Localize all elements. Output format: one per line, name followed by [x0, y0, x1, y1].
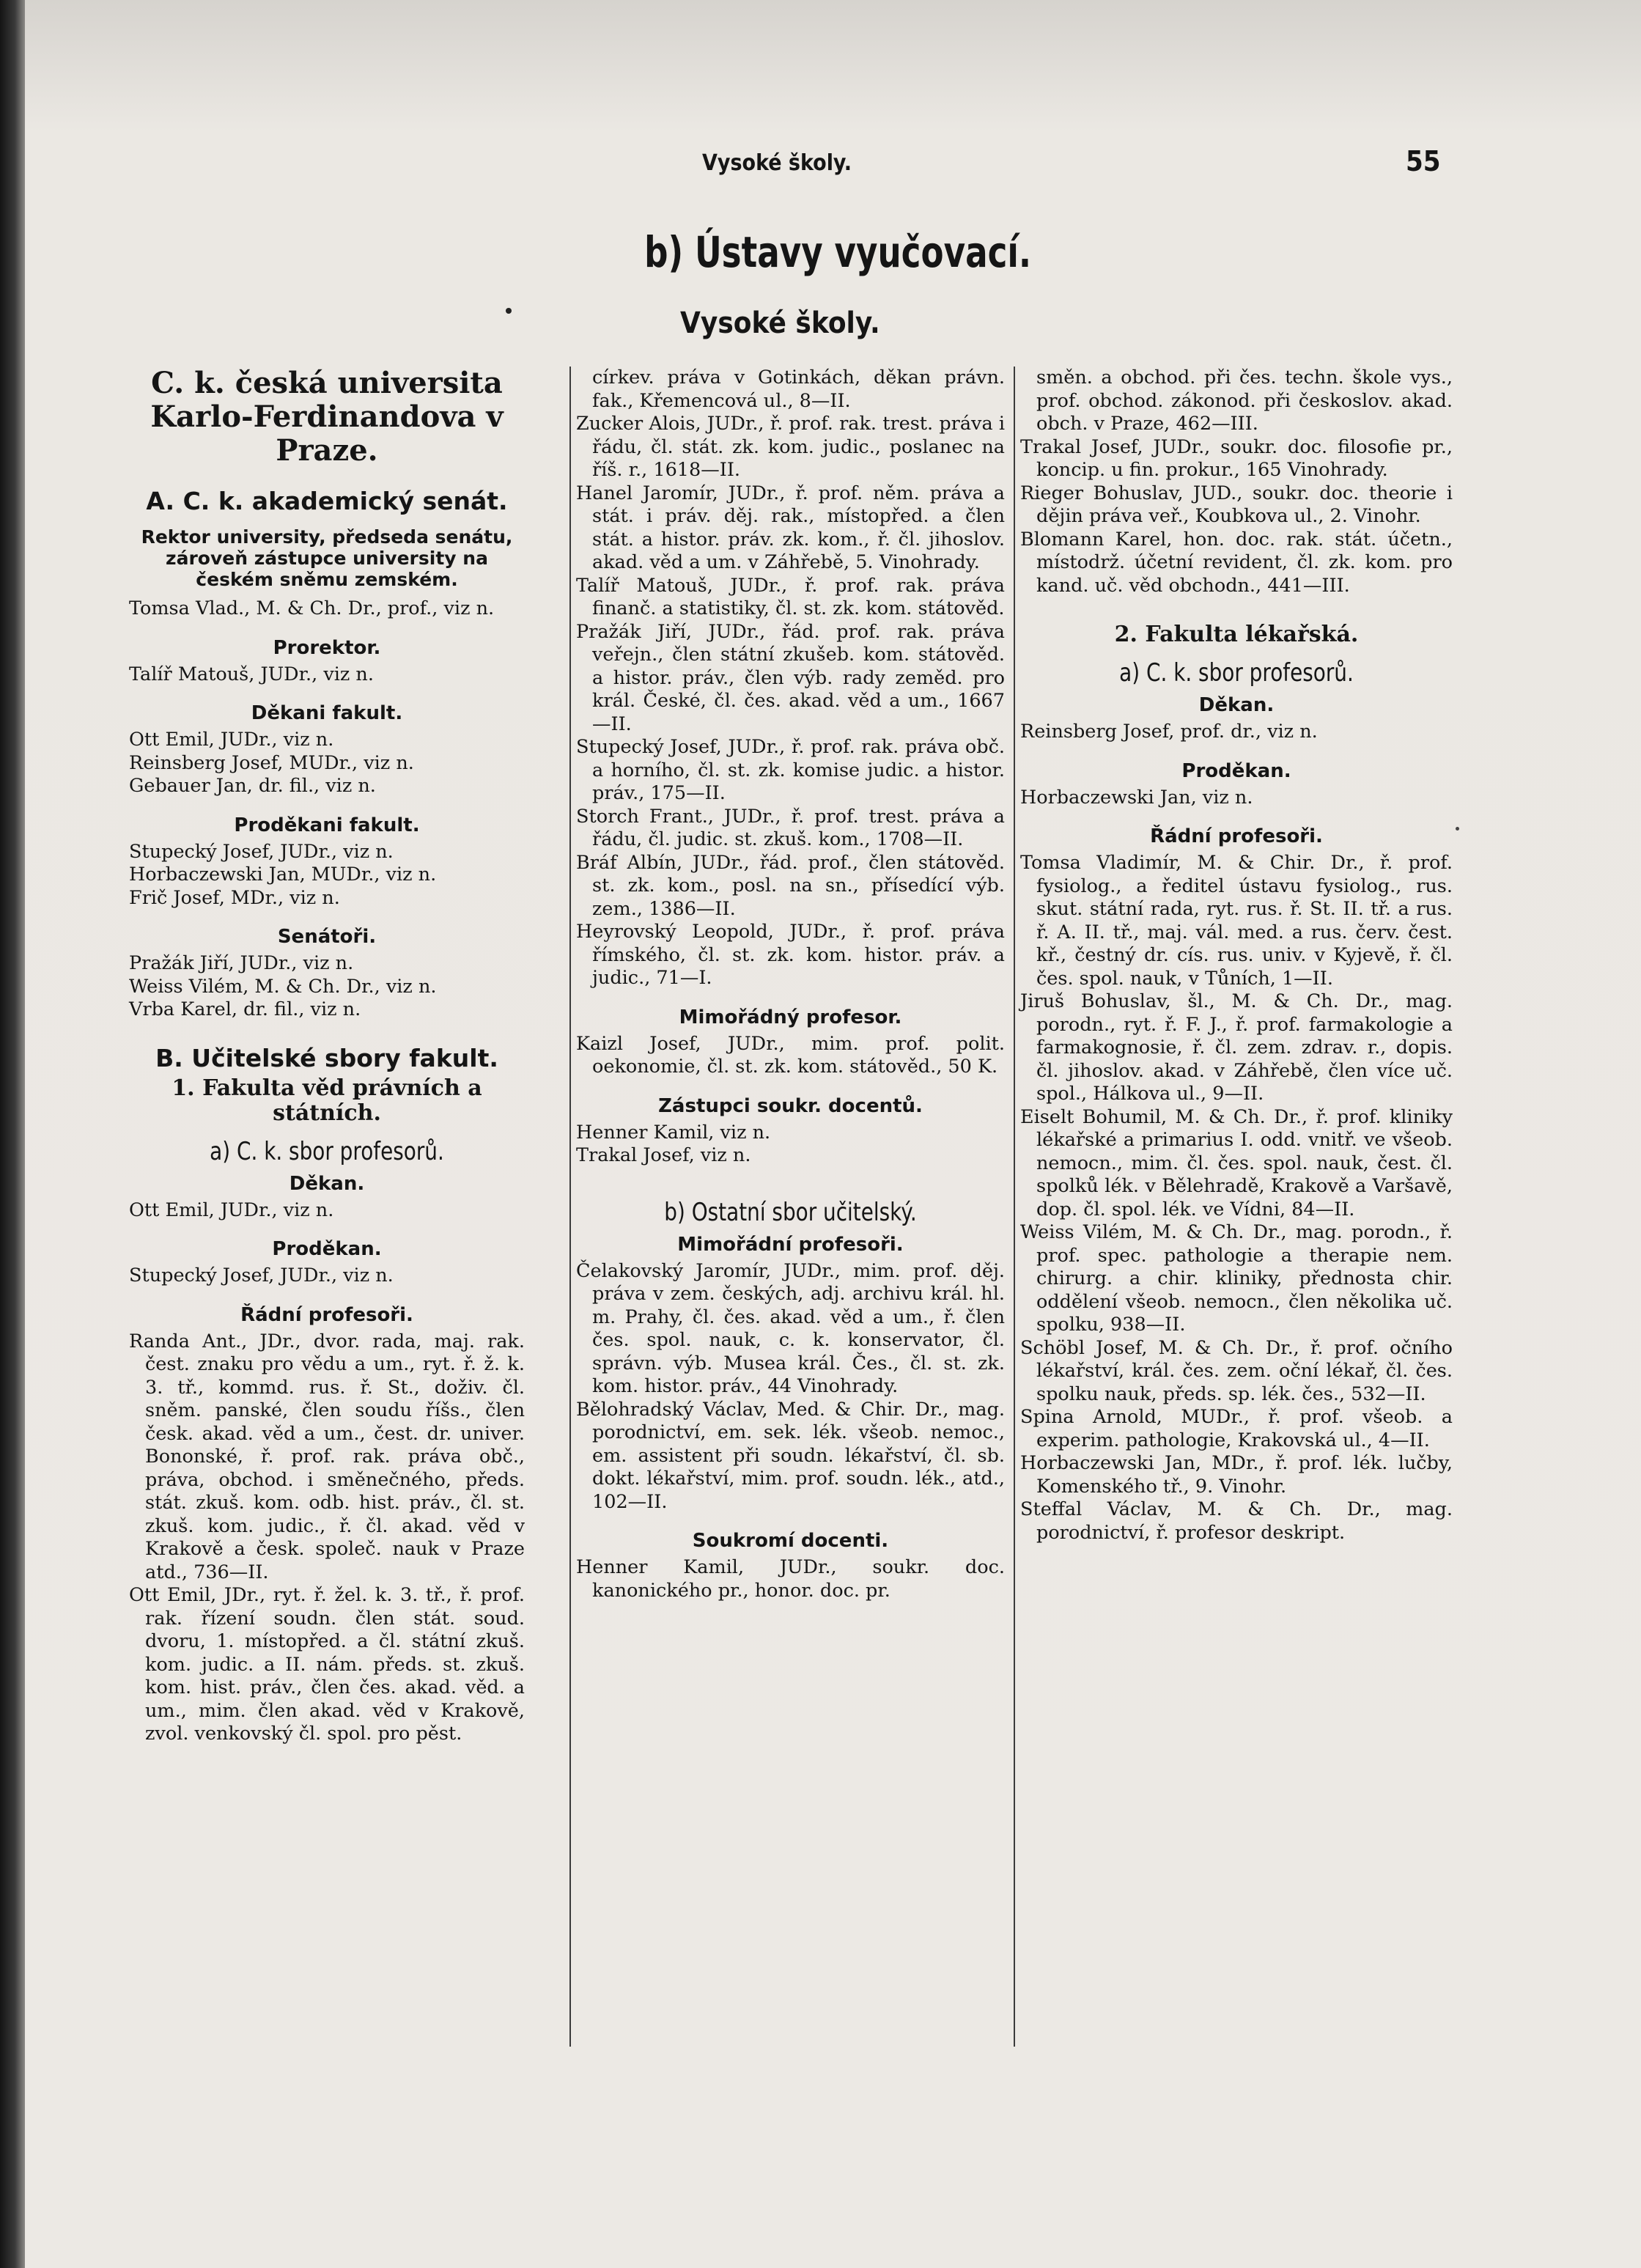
list-item: Čelakovský Jaromír, JUDr., mim. prof. děj. práva v zem. českých, adj. archivu král. hl. m. Prahy, čl. čes. akad. věd a um., ř. člen čes. spol. nauk, c. k. konservator, čl. správn. výb. Musea král. Čes., čl. st. zk. kom. histor. práv., 44 Vinohrady.: [576, 1259, 1005, 1397]
dean-entry: Reinsberg Josef, prof. dr., viz n.: [1020, 721, 1318, 743]
list-item: Rieger Bohuslav, JUD., soukr. doc. theorie i dějin práva veř., Koubkova ul., 2. Vinohr.: [1020, 482, 1453, 527]
list-item: Heyrovský Leopold, JUDr., ř. prof. práva římského, čl. st. zk. kom. histor. práv. a judic., 71—I.: [576, 921, 1005, 989]
list-item: Ott Emil, JDr., ryt. ř. žel. k. 3. tř., ř. prof. rak. řízení soudn. člen stát. soud. dvoru, 1. místopřed. a čl. státní zkuš. kom. judic. a II. nám. předs. st. zkuš. kom. hist. práv., člen čes. akad. věd. a um., mim. člen akad. věd v Krakově, zvol. venkovský čl. spol. pro pěst.: [129, 1584, 525, 1745]
professors-board-heading: a) C. k. sbor profesorů.: [1119, 658, 1354, 688]
faculties-heading: B. Učitelské sbory fakult.: [155, 1043, 498, 1072]
extraordinary-professors-heading: Mimořádní profesoři.: [677, 1233, 904, 1256]
section-title: b) Ústavy vyučovací.: [644, 227, 1032, 277]
column-middle: [576, 367, 1005, 1602]
column-divider-left: [569, 367, 571, 2047]
list-item: Trakal Josef, JUDr., soukr. doc. filosofie pr., koncip. u fin. prokur., 165 Vinohrady.: [1020, 435, 1453, 481]
private-docent-reps-heading: Zástupci soukr. docentů.: [658, 1094, 923, 1117]
list-item: Weiss Vilém, M. & Ch. Dr., mag. porodn., ř. prof. spec. pathologie a therapie nem. chirurg. a chir. kliniky, přednosta chir. oddělení všeob. nemocn., člen několika uč. spolku, 938—II.: [1020, 1221, 1453, 1336]
dean-entry: Ott Emil, JUDr., viz n.: [129, 1199, 334, 1221]
dean-heading: Děkan.: [1198, 694, 1275, 716]
rector-heading: Rektor university, předseda senátu, zároveň zástupce university na českém sněmu zemském.: [141, 526, 513, 590]
list-item: Randa Ant., JDr., dvor. rada, maj. rak. čest. znaku pro vědu a um., ryt. ř. ž. k. 3. tř., kommd. rus. ř. St., doživ. čl. sněm. panské, člen soudu říšs., člen česk. akad. věd a um., čest. dr. univer. Bononské, ř. prof. rak. práva obč., práva, obchod. i směnečného, předs. stát. zkuš. kom. odb. hist. práv., čl. st. zkuš. kom. judic., ř. čl. akad. věd v Krakově a česk. společ. nauk v Praze atd., 736—II.: [129, 1330, 525, 1583]
list-item: Pražák Jiří, JUDr., viz n.: [129, 952, 354, 974]
list-item: Spina Arnold, MUDr., ř. prof. všeob. a experim. pathologie, Krakovská ul., 4—II.: [1020, 1406, 1453, 1451]
senators-heading: Senátoři.: [277, 926, 377, 948]
list-item: Henner Kamil, viz n.: [576, 1121, 771, 1144]
institution-heading: C. k. česká universita Karlo-Ferdinandova v Praze.: [150, 366, 504, 468]
senate-heading: A. C. k. akademický senát.: [146, 487, 508, 515]
professors-board-heading: a) C. k. sbor profesorů.: [210, 1136, 444, 1166]
law-faculty-heading: 1. Fakulta věd právních a státních.: [172, 1075, 482, 1126]
list-item: Pražák Jiří, JUDr., řád. prof. rak. práva veřejn., člen státní zkušeb. kom. státověd. a histor. práv., člen výb. rady zeměd. pro král. České, čl. čes. akad. věd a um., 1667—II.: [576, 620, 1005, 735]
list-item: směn. a obchod. při čes. techn. škole vys., prof. obchod. zákonod. při českoslov. akad. obch. v Praze, 462—III.: [1036, 367, 1453, 435]
list-item: Eiselt Bohumil, M. & Ch. Dr., ř. prof. kliniky lékařské a primarius I. odd. vnitř. ve všeob. nemocn., mim. čl. čes. spol. nauk, čest. čl. spolků lék. v Bělehradě, Krakově a Varšavě, dop. čl. spol. lék. ve Vídni, 84—II.: [1020, 1105, 1453, 1220]
list-item: Stupecký Josef, JUDr., viz n.: [129, 840, 394, 863]
rector-entry: Tomsa Vlad., M. & Ch. Dr., prof., viz n.: [129, 597, 495, 619]
list-item: Horbaczewski Jan, MDr., ř. prof. lék. lučby, Komenského tř., 9. Vinohr.: [1020, 1452, 1453, 1498]
list-item: Bělohradský Václav, Med. & Chir. Dr., mag. porodnictví, em. sek. lék. všeob. nemoc., em. assistent při soudn. lékařství, čl. sb. dokt. lékařství, mim. prof. soudn. lék., atd., 102—II.: [576, 1398, 1005, 1513]
list-item: Weiss Vilém, M. & Ch. Dr., viz n.: [129, 975, 437, 998]
column-right: [1020, 367, 1453, 1544]
list-item: Reinsberg Josef, MUDr., viz n.: [129, 751, 414, 774]
page-number: 55: [1406, 145, 1441, 177]
list-item: Talíř Matouš, JUDr., ř. prof. rak. práva finanč. a statistiky, čl. st. zk. kom. státověd.: [576, 574, 1005, 619]
list-item: Kaizl Josef, JUDr., mim. prof. polit. oekonomie, čl. st. zk. kom. státověd., 50 K.: [576, 1032, 1005, 1078]
ordinary-professors-heading: Řádní profesoři.: [1150, 825, 1323, 847]
prorector-heading: Prorektor.: [273, 636, 381, 659]
list-item: Tomsa Vladimír, M. & Chir. Dr., ř. prof. fysiolog., a ředitel ústavu fysiolog., rus. skut. státní rada, ryt. rus. ř. St. II. tř. a rus. ř. A. II. tř., maj. vál. med. a rus. červ. čest. kř., čestný dr. cís. rus. univ. v Kyjevě, ř. čl. čes. spol. nauk, v Tůních, 1—II.: [1020, 852, 1453, 990]
private-docents-heading: Soukromí docenti.: [692, 1530, 889, 1552]
list-item: církev. práva v Gotinkách, děkan právn. fak., Křemencová ul., 8—II.: [592, 367, 1005, 412]
print-speck: [1456, 827, 1459, 831]
list-item: Henner Kamil, JUDr., soukr. doc. kanonického pr., honor. doc. pr.: [576, 1556, 1005, 1602]
prodean-heading: Proděkan.: [272, 1238, 382, 1260]
book-spine-shadow: [0, 0, 25, 2268]
list-item: Storch Frant., JUDr., ř. prof. trest. práva a řádu, čl. judic. st. zkuš. kom., 1708—II.: [576, 805, 1005, 850]
ordinary-professors-heading: Řádní profesoři.: [240, 1303, 413, 1326]
list-item: Stupecký Josef, JUDr., ř. prof. rak. práva obč. a horního, čl. st. zk. komise judic. a histor. práv., 175—II.: [576, 736, 1005, 804]
dean-heading: Děkan.: [289, 1172, 365, 1195]
list-item: Vrba Karel, dr. fil., viz n.: [129, 998, 361, 1020]
medical-faculty-heading: 2. Fakulta lékařská.: [1114, 622, 1359, 647]
list-item: Schöbl Josef, M. & Ch. Dr., ř. prof. očního lékařství, král. čes. zem. oční lékař, čl. čes. spolku nauk, předs. sp. lék. čes., 532—II.: [1020, 1336, 1453, 1405]
running-header: Vysoké školy.: [702, 150, 852, 176]
section-subtitle: Vysoké školy.: [680, 306, 880, 340]
list-item: Ott Emil, JUDr., viz n.: [129, 729, 334, 751]
list-item: Hanel Jaromír, JUDr., ř. prof. něm. práva a stát. i práv. děj. rak., místopřed. a člen stát. a histor. práv. zk. kom., ř. čl. jihoslov. akad. věd a um. v Záhřebě, 5. Vinohrady.: [576, 482, 1005, 573]
deans-heading: Děkani fakult.: [251, 702, 403, 724]
ornament-dot: [506, 308, 512, 314]
column-divider-right: [1014, 367, 1015, 2047]
list-item: Bráf Albín, JUDr., řád. prof., člen státověd. st. zk. kom., posl. na sn., přísedící výb. zem., 1386—II.: [576, 851, 1005, 920]
extraordinary-professor-heading: Mimořádný profesor.: [679, 1006, 902, 1028]
list-item: Steffal Václav, M. & Ch. Dr., mag. porodnictví, ř. profesor deskript.: [1020, 1498, 1453, 1544]
column-left: [129, 367, 525, 1746]
list-item: Horbaczewski Jan, MUDr., viz n.: [129, 864, 437, 886]
list-item: Gebauer Jan, dr. fil., viz n.: [129, 775, 376, 797]
prodean-entry: Horbaczewski Jan, viz n.: [1020, 786, 1253, 809]
prodeans-heading: Proděkani fakult.: [234, 814, 420, 836]
list-item: Jiruš Bohuslav, šl., M. & Ch. Dr., mag. porodn., ryt. ř. F. J., ř. prof. farmakologie a farmakognosie, ř. čl. zem. zdrav. r., dopis. čl. jihoslov. akad. v Záhřebě, člen více uč. spol., Hálkova ul., 9—II.: [1020, 990, 1453, 1105]
prodean-heading: Proděkan.: [1181, 759, 1291, 782]
list-item: Blomann Karel, hon. doc. rak. stát. účetn., místodrž. účetní revident, čl. zk. kom. pro kand. uč. věd obchodn., 441—III.: [1020, 528, 1453, 597]
prorector-entry: Talíř Matouš, JUDr., viz n.: [129, 663, 374, 685]
other-staff-heading: b) Ostatní sbor učitelský.: [664, 1197, 917, 1227]
prodean-entry: Stupecký Josef, JUDr., viz n.: [129, 1264, 394, 1286]
list-item: Frič Josef, MDr., viz n.: [129, 886, 340, 909]
list-item: Zucker Alois, JUDr., ř. prof. rak. trest. práva i řádu, čl. stát. zk. kom. judic., poslanec na říš. r., 1618—II.: [576, 413, 1005, 481]
list-item: Trakal Josef, viz n.: [576, 1144, 751, 1166]
